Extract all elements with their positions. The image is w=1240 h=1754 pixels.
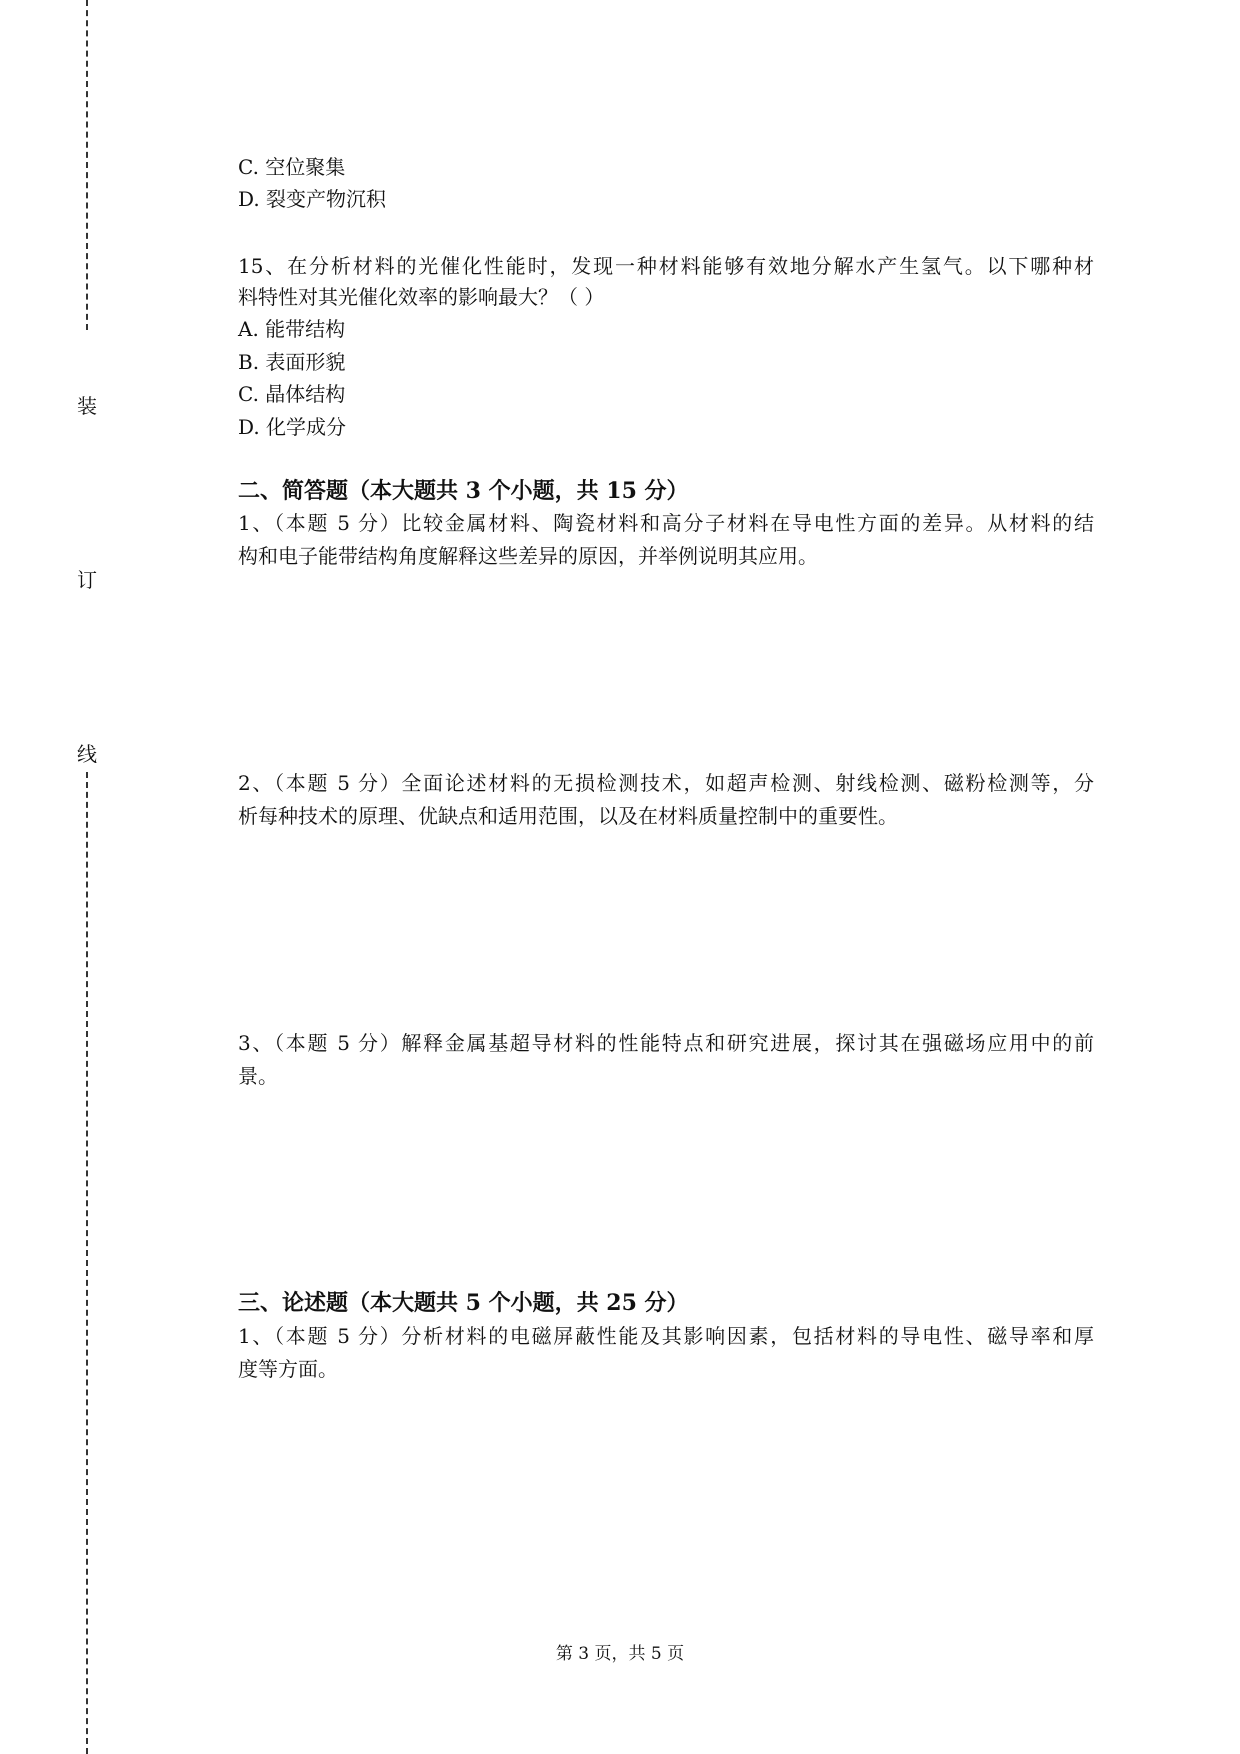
s2-q3-line2: 景。 bbox=[238, 1064, 278, 1088]
q14-option-c: C. 空位聚集 bbox=[238, 155, 346, 179]
q15-option-c: C. 晶体结构 bbox=[238, 382, 346, 406]
section3-title: 三、论述题（本大题共 5 个小题，共 25 分） bbox=[238, 1290, 689, 1316]
page-number: 第 3 页，共 5 页 bbox=[555, 1644, 685, 1664]
binding-line-bottom bbox=[86, 772, 88, 1754]
q15-stem-line2: 料特性对其光催化效率的影响最大？（ ） bbox=[238, 285, 605, 309]
binding-char-zhuang: 装 bbox=[74, 393, 100, 419]
binding-line-top bbox=[86, 0, 88, 330]
s3-q1-line2: 度等方面。 bbox=[238, 1357, 338, 1381]
s2-q2-line2: 析每种技术的原理、优缺点和适用范围，以及在材料质量控制中的重要性。 bbox=[238, 804, 898, 828]
s2-q3-line1: 3、（本题 5 分）解释金属基超导材料的性能特点和研究进展，探讨其在强磁场应用中的前 bbox=[238, 1031, 1094, 1055]
q15-option-d: D. 化学成分 bbox=[238, 415, 347, 439]
q15-stem-line1: 15、在分析材料的光催化性能时，发现一种材料能够有效地分解水产生氢气。以下哪种材 bbox=[238, 254, 1094, 278]
q14-option-d: D. 裂变产物沉积 bbox=[238, 187, 387, 211]
binding-char-xian: 线 bbox=[74, 741, 100, 767]
s2-q2-line1: 2、（本题 5 分）全面论述材料的无损检测技术，如超声检测、射线检测、磁粉检测等，分 bbox=[238, 771, 1094, 795]
s2-q1-line1: 1、（本题 5 分）比较金属材料、陶瓷材料和高分子材料在导电性方面的差异。从材料的结 bbox=[238, 511, 1094, 535]
q15-option-a: A. 能带结构 bbox=[238, 317, 346, 341]
s2-q1-line2: 构和电子能带结构角度解释这些差异的原因，并举例说明其应用。 bbox=[238, 544, 818, 568]
section2-title: 二、简答题（本大题共 3 个小题，共 15 分） bbox=[238, 478, 689, 504]
binding-char-ding: 订 bbox=[74, 567, 100, 593]
q15-option-b: B. 表面形貌 bbox=[238, 350, 346, 374]
s3-q1-line1: 1、（本题 5 分）分析材料的电磁屏蔽性能及其影响因素，包括材料的导电性、磁导率和厚 bbox=[238, 1324, 1094, 1348]
